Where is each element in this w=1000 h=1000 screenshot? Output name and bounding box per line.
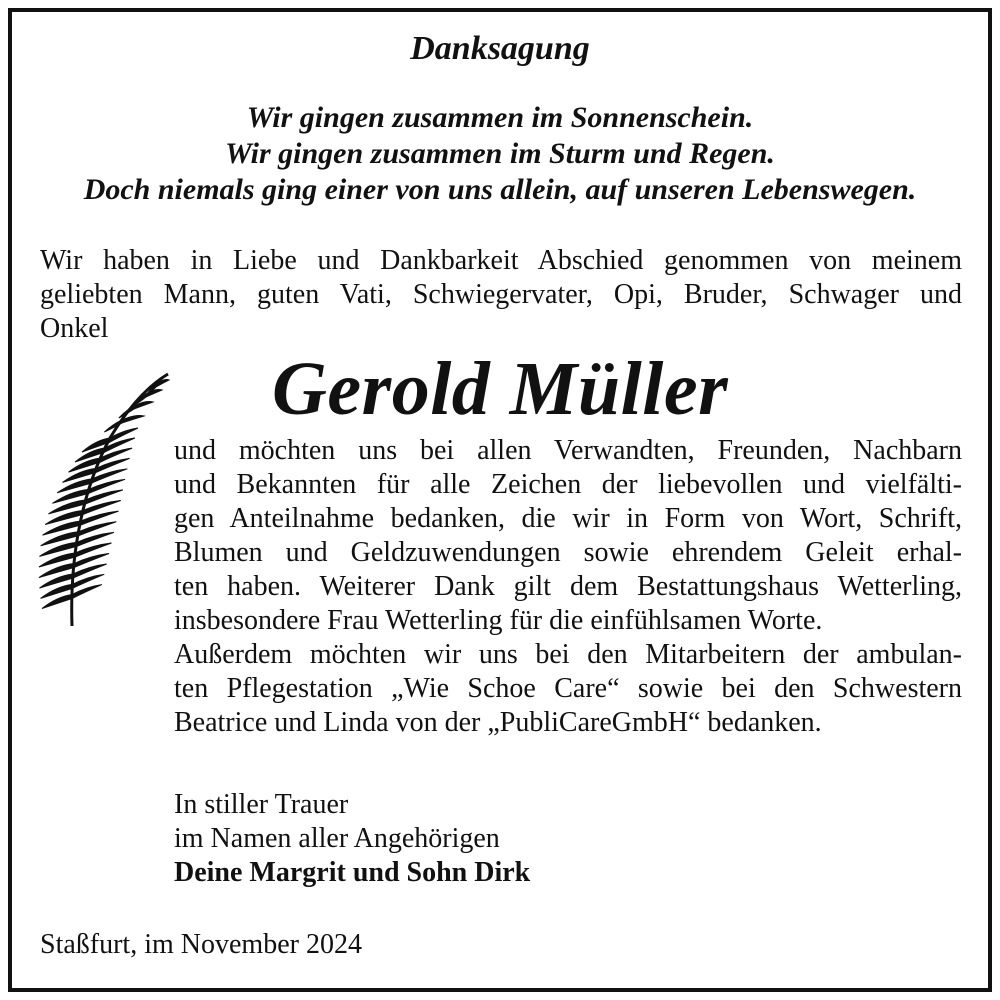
- poem-line: Wir gingen zusammen im Sonnenschein.: [246, 101, 754, 134]
- poem: [0, 100, 1000, 208]
- closing-block: [174, 788, 530, 890]
- closing-line: im Namen aller Angehörigen: [174, 823, 500, 854]
- body-text: [174, 434, 962, 740]
- poem-line: Wir gingen zusammen im Sturm und Regen.: [225, 137, 775, 170]
- notice-title: Danksagung: [410, 30, 590, 67]
- body-line: Beatrice und Linda von der „PubliCareGmbH“ bedanken.: [174, 707, 822, 738]
- body-line: und möchten uns bei allen Verwandten, Freunden, Nachbarn: [174, 435, 962, 466]
- deceased-name: Gerold Müller: [272, 347, 729, 431]
- intro-line: geliebten Mann, guten Vati, Schwiegervater, Opi, Bruder, Schwager und: [40, 279, 962, 310]
- body-line: gen Anteilnahme bedanken, die wir in Form von Wort, Schrift,: [174, 503, 962, 534]
- intro-line: Wir haben in Liebe und Dankbarkeit Abschied genommen von meinem: [40, 245, 962, 276]
- intro-line: Onkel: [40, 313, 109, 344]
- body-line: Außerdem möchten wir uns bei den Mitarbeitern der ambulan-: [174, 639, 962, 670]
- poem-line: Doch niemals ging einer von uns allein, auf unseren Lebenswegen.: [83, 173, 917, 206]
- place-date: Staßfurt, im November 2024: [40, 929, 362, 960]
- palm-leaf-icon: [30, 368, 175, 630]
- signature: Deine Margrit und Sohn Dirk: [174, 857, 531, 888]
- body-line: Blumen und Geldzuwendungen sowie ehrendem Geleit erhal-: [174, 537, 962, 568]
- body-line: ten Pflegestation „Wie Schoe Care“ sowie bei den Schwestern: [174, 673, 962, 704]
- intro-text: [40, 244, 962, 346]
- body-line: und Bekannten für alle Zeichen der liebevollen und vielfälti-: [174, 469, 962, 500]
- body-line: ten haben. Weiterer Dank gilt dem Bestattungshaus Wetterling,: [174, 571, 962, 602]
- closing-line: In stiller Trauer: [174, 789, 349, 820]
- body-line: insbesondere Frau Wetterling für die einfühlsamen Worte.: [174, 605, 823, 636]
